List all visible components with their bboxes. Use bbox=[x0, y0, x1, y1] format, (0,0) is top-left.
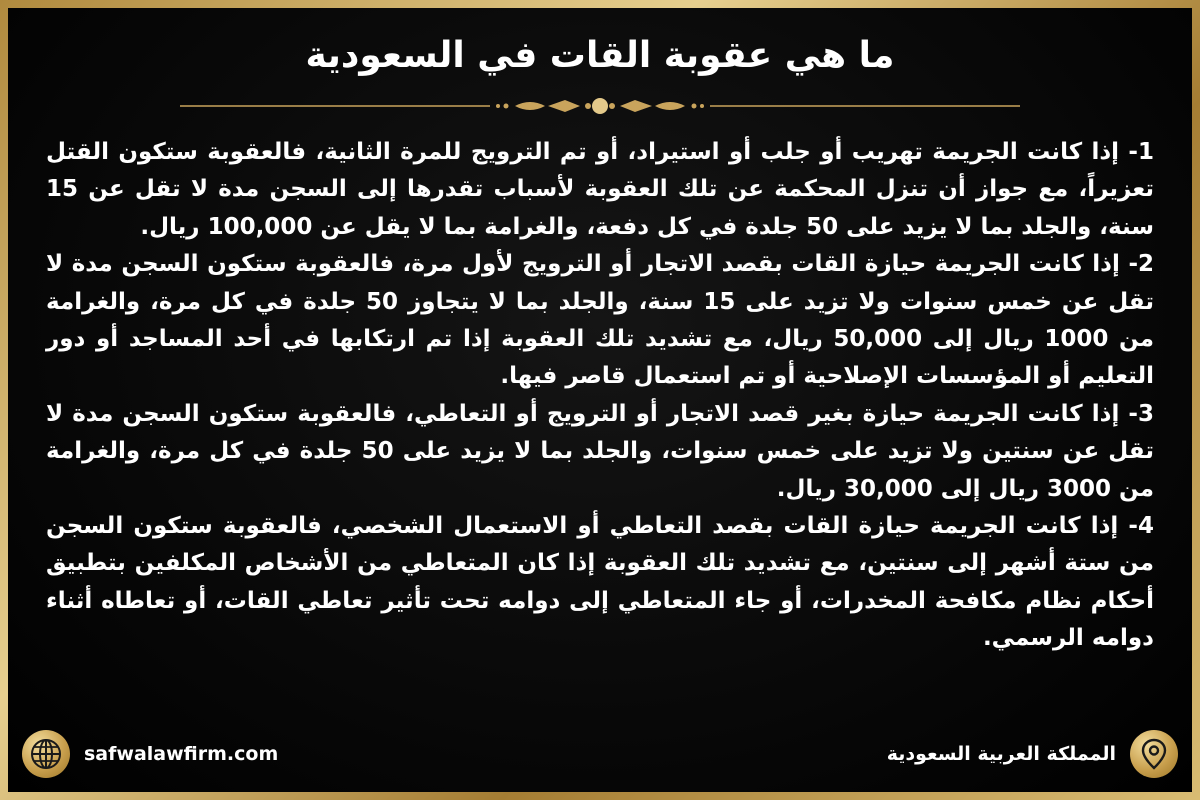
penalty-paragraph-1: 1- إذا كانت الجريمة تهريب أو جلب أو استيراد، أو تم الترويج للمرة الثانية، فالعقوبة ستكون القتل تعزيراً، مع جواز أن تنزل المحكمة عن تلك العقوبة لأسباب تقدرها إلى السجن مدة لا تقل عن 15 سنة، والجلد بما لا يزيد على 50 جلدة في كل دفعة، والغرامة بما لا يقل عن 100,000 ريال. bbox=[46, 139, 1154, 240]
penalty-paragraph-2: 2- إذا كانت الجريمة حيازة القات بقصد الاتجار أو الترويج لأول مرة، فالعقوبة ستكون السجن مدة لا تقل عن خمس سنوات ولا تزيد على 15 سنة، والجلد بما لا يتجاوز 50 جلدة في كل مرة، والغرامة من 1000 ريال إلى 50,000 ريال، مع تشديد تلك العقوبة إذا تم ارتكابها في أحد المساجد أو دور التعليم أو المؤسسات الإصلاحية أو تم استعمال قاصر فيها. bbox=[46, 251, 1154, 390]
website-link[interactable]: safwalawfirm.com bbox=[84, 743, 279, 765]
penalties-text bbox=[46, 134, 1154, 658]
location-pin-icon bbox=[1130, 730, 1178, 778]
ornament-divider bbox=[180, 96, 1020, 116]
footer-location bbox=[887, 730, 1178, 778]
page-title: ما هي عقوبة القات في السعودية bbox=[305, 35, 895, 76]
location-label: المملكة العربية السعودية bbox=[886, 743, 1116, 765]
globe-icon bbox=[22, 730, 70, 778]
footer-website[interactable] bbox=[22, 730, 278, 778]
penalty-paragraph-3: 3- إذا كانت الجريمة حيازة بغير قصد الاتجار أو الترويج أو التعاطي، فالعقوبة ستكون السجن مدة لا تقل عن سنتين ولا تزيد على خمس سنوات، والجلد بما لا يزيد على 50 جلدة في كل مرة، والغرامة من 3000 ريال إلى 30,000 ريال. bbox=[46, 400, 1154, 502]
content-panel bbox=[8, 8, 1192, 792]
penalty-paragraph-4: 4- إذا كانت الجريمة حيازة القات بقصد التعاطي أو الاستعمال الشخصي، فالعقوبة ستكون السجن من ستة أشهر إلى سنتين، مع تشديد تلك العقوبة إذا كان المتعاطي من الأشخاص المكلفين بتطبيق أحكام نظام مكافحة المخدرات، أو جاء المتعاطي إلى دوامه تحت تأثير تعاطي القات، أو تعاطاه أثناء دوامه الرسمي. bbox=[46, 513, 1154, 652]
